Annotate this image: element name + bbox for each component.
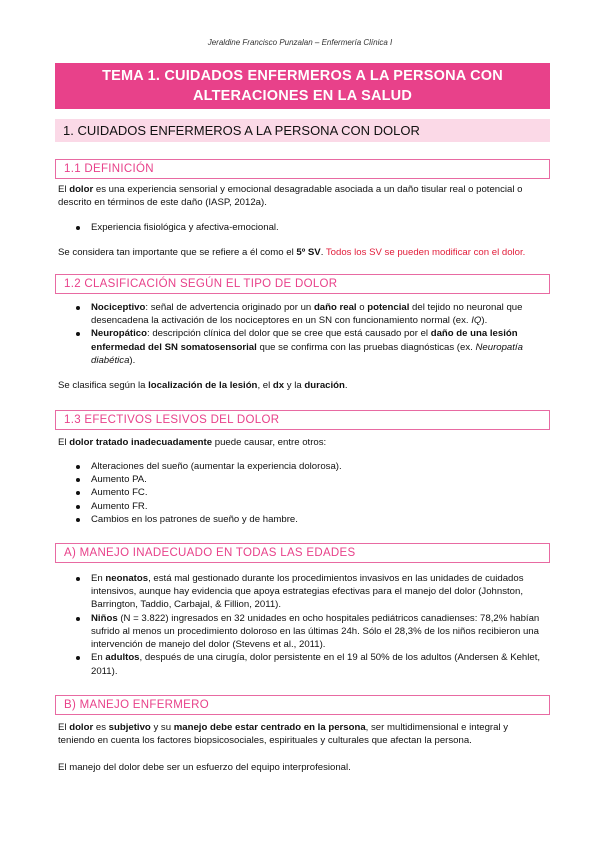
- list-item: Neuropático: descripción clínica del dolor que se cree que está causado por el daño de una lesión enfermedad del SN somatosensorial que se confirma con las pruebas diagnósticas (ex. Neuropatía diabética).: [58, 327, 546, 367]
- heading-1-1: 1.1 DEFINICIÓN: [55, 159, 550, 179]
- section-heading-1: 1. CUIDADOS ENFERMEROS A LA PERSONA CON DOLOR: [55, 119, 550, 142]
- heading-a: A) MANEJO INADECUADO EN TODAS LAS EDADES: [55, 543, 550, 563]
- list-item: Niños (N = 3.822) ingresados en 32 unidades en ocho hospitales pediátricos canadienses: 78,2% habían sufrido al menos un procedimiento doloroso en las últimas 24h. Sólo el 28,3% de los niños recibieron una intervención de manejo del dolor (Stevens et al., 2011).: [58, 612, 546, 652]
- inadequate-management-list: [58, 572, 546, 678]
- definition-paragraph: El dolor es una experiencia sensorial y emocional desagradable asociada a un daño tisular real o potencial o descrito en términos de este daño (IASP, 2012a).: [58, 184, 523, 209]
- list-item: Aumento PA.: [58, 473, 546, 486]
- effects-list: [58, 460, 546, 526]
- heading-b: B) MANEJO ENFERMERO: [55, 695, 550, 715]
- heading-1-3: 1.3 EFECTIVOS LESIVOS DEL DOLOR: [55, 410, 550, 430]
- nursing-management-paragraph: El dolor es subjetivo y su manejo debe estar centrado en la persona, ser multidimensional e integral y teniendo en cuenta los factores biopsicosociales, espirituales y culturales que afectan la persona.: [58, 722, 509, 747]
- classification-list: [58, 301, 546, 367]
- list-item: En adultos, después de una cirugía, dolor persistente en el 19 al 50% de los adultos (Andersen & Kehlet, 2011).: [58, 651, 546, 677]
- chapter-title-line2: ALTERACIONES EN LA SALUD: [192, 88, 413, 104]
- running-header: Jeraldine Francisco Punzalan – Enfermería Clínica I: [207, 38, 393, 47]
- list-item: En neonatos, está mal gestionado durante los procedimientos invasivos en las unidades de cuidados intensivos, aunque hay evidencia que apoya estrategias efectivas para el manejo del dolor (Johnston, Barrington, Taddio, Carbajal, & Fillion, 2011).: [58, 572, 546, 612]
- classification-paragraph: Se clasifica según la localización de la lesión, el dx y la duración.: [58, 380, 348, 391]
- list-item: Cambios en los patrones de sueño y de hambre.: [58, 513, 546, 526]
- list-item: Nociceptivo: señal de advertencia originado por un daño real o potencial del tejido no neuronal que desencadena la activación de los nociceptores en un SN con funcionamiento normal (ex. IQ).: [58, 301, 546, 327]
- heading-1-2: 1.2 CLASIFICACIÓN SEGÚN EL TIPO DE DOLOR: [55, 274, 550, 294]
- chapter-title-line1: TEMA 1. CUIDADOS ENFERMEROS A LA PERSONA CON: [102, 68, 503, 84]
- highlighted-note: Todos los SV se pueden modificar con el dolor.: [325, 247, 526, 258]
- team-paragraph: El manejo del dolor debe ser un esfuerzo del equipo interprofesional.: [58, 762, 351, 773]
- definition-list: [58, 221, 546, 234]
- list-item: Aumento FC.: [58, 486, 546, 499]
- list-item: Experiencia fisiológica y afectiva-emocional.: [58, 221, 546, 234]
- list-item: Aumento FR.: [58, 500, 546, 513]
- chapter-title: [55, 63, 550, 109]
- vital-sign-paragraph: Se considera tan importante que se refiere a él como el 5º SV. Todos los SV se pueden modificar con el dolor.: [58, 247, 526, 258]
- list-item: Alteraciones del sueño (aumentar la experiencia dolorosa).: [58, 460, 546, 473]
- effects-paragraph: El dolor tratado inadecuadamente puede causar, entre otros:: [58, 437, 327, 448]
